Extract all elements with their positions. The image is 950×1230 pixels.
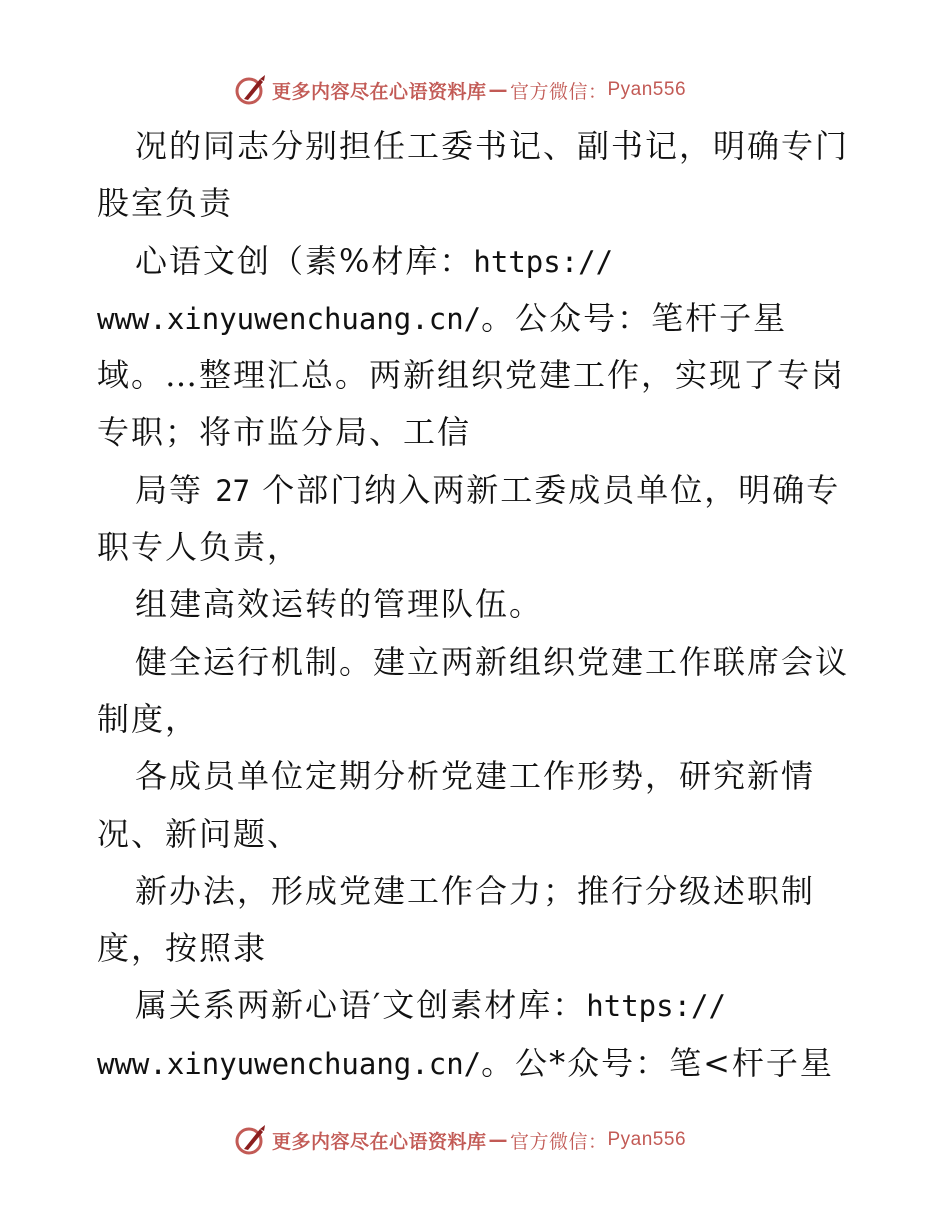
quill-logo-icon xyxy=(234,1123,268,1157)
text-line xyxy=(97,290,857,347)
footer-dash: — xyxy=(488,1129,508,1151)
url-segment: https:// xyxy=(586,989,726,1024)
text-line: 股室负责 xyxy=(97,184,234,223)
quill-logo-icon xyxy=(234,73,268,107)
text-segment: 个部门纳入两新工委成员单位，明确专 xyxy=(262,470,841,509)
text-line xyxy=(97,462,857,519)
text-line: 制度， xyxy=(97,699,200,738)
text-segment: 属关系两新心语′文创素材库： xyxy=(135,986,587,1025)
text-line: 专职；将市监分局、工信 xyxy=(97,413,472,452)
text-segment: 。公*众号：笔<杆子星 xyxy=(481,1043,834,1082)
text-line: 各成员单位定期分析党建工作形势，研究新情 xyxy=(135,757,816,796)
text-line: 健全运行机制。建立两新组织党建工作联席会议 xyxy=(135,642,850,681)
url-segment: https:// xyxy=(473,244,614,279)
number-segment: 27 xyxy=(215,473,251,508)
text-line xyxy=(97,233,857,290)
url-segment: www.xinyuwenchuang.cn/ xyxy=(97,301,482,336)
header-wechat-id: Pyan556 xyxy=(607,79,687,100)
text-line: 度，按照隶 xyxy=(97,929,268,968)
footer-slogan: 更多内容尽在心语资料库 xyxy=(271,1130,487,1153)
text-segment: 局等 xyxy=(135,470,204,509)
document-body xyxy=(97,118,857,1092)
header-banner xyxy=(0,72,950,108)
text-segment: 心语文创（素%材库： xyxy=(135,241,474,280)
text-line: 新办法，形成党建工作合力；推行分级述职制 xyxy=(135,871,816,910)
text-segment: 。公众号：笔杆子星 xyxy=(481,298,788,337)
text-line: 况、新问题、 xyxy=(97,814,302,853)
footer-banner xyxy=(0,1122,950,1158)
text-line: 况的同志分别担任工委书记、副书记，明确专门 xyxy=(135,127,850,165)
footer-wechat-id: Pyan556 xyxy=(607,1129,687,1150)
text-line xyxy=(97,1035,857,1092)
footer-wechat-label: 官方微信： xyxy=(509,1130,608,1153)
text-line: 域。…整理汇总。两新组织党建工作，实现了专岗 xyxy=(97,356,846,395)
header-wechat-label: 官方微信： xyxy=(509,80,608,103)
text-line: 职专人负责， xyxy=(97,528,302,567)
text-line xyxy=(97,977,857,1034)
url-segment: www.xinyuwenchuang.cn/ xyxy=(97,1046,482,1081)
header-dash: — xyxy=(488,79,508,101)
text-line: 组建高效运转的管理队伍。 xyxy=(135,585,544,624)
header-slogan: 更多内容尽在心语资料库 xyxy=(271,80,487,103)
